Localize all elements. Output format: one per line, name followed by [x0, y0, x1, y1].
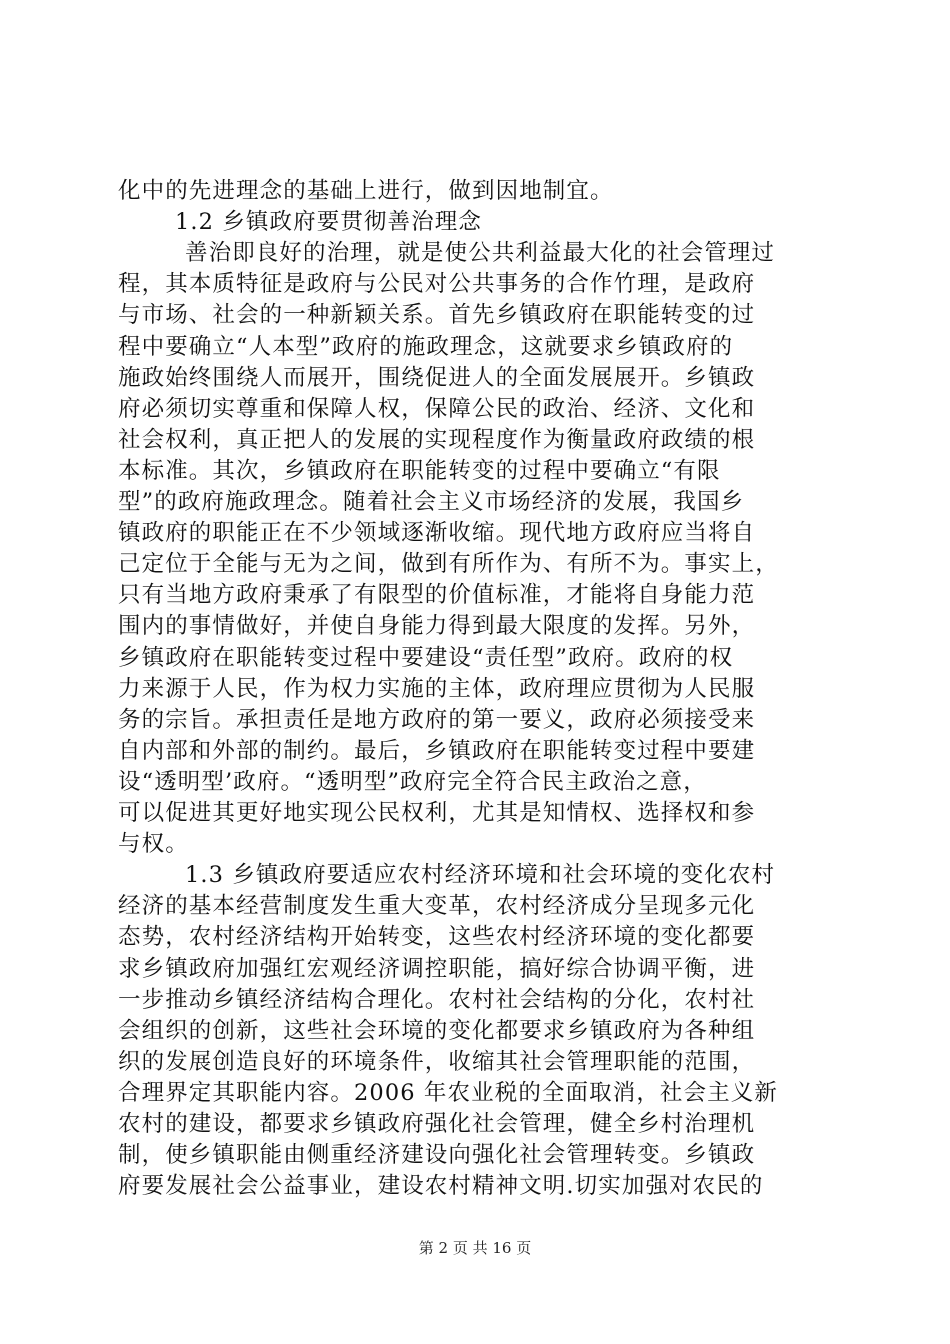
text-line: 与市场、社会的一种新颖关系。首先乡镇政府在职能转变的过 — [118, 302, 756, 329]
text-line: 自内部和外部的制约。最后，乡镇政府在职能转变过程中要建 — [118, 737, 756, 764]
text-line: 务的宗旨。承担责任是地方政府的第一要义，政府必须接受来 — [118, 706, 756, 733]
text-line: 府要发展社会公益事业，建设农村精神文明.切实加强对农民的 — [118, 1173, 764, 1200]
text-line: 求乡镇政府加强红宏观经济调控职能，搞好综合协调平衡，进 — [118, 955, 756, 982]
text-line: 围内的事情做好，并使自身能力得到最大限度的发挥。另外， — [118, 613, 756, 640]
text-line: 本标准。其次，乡镇政府在职能转变的过程中要确立“有限 — [118, 457, 721, 484]
text-line: 制，使乡镇职能由侧重经济建设向强化社会管理转变。乡镇政 — [118, 1142, 756, 1169]
text-line: 会组织的创新，这些社会环境的变化都要求乡镇政府为各种组 — [118, 1017, 756, 1044]
section-heading: 1.2 乡镇政府要贯彻善治理念 — [175, 209, 482, 236]
text-line: 与权。 — [118, 831, 189, 858]
text-line: 化中的先进理念的基础上进行，做到因地制宜。 — [118, 178, 614, 204]
text-line: 己定位于全能与无为之间，做到有所作为、有所不为。事实上， — [118, 551, 779, 578]
text-line: 可以促进其更好地实现公民权利，尤其是知情权、选择权和参 — [118, 800, 756, 826]
text-line: 织的发展创造良好的环境条件，收缩其社会管理职能的范围， — [118, 1048, 756, 1075]
text-line: 只有当地方政府秉承了有限型的价值标准，才能将自身能力范 — [118, 582, 756, 609]
text-line: 设“透明型’政府。“透明型”政府完全符合民主政治之意， — [118, 768, 707, 795]
text-line: 镇政府的职能正在不少领域逐渐收缩。现代地方政府应当将自 — [118, 520, 756, 547]
text-line: 态势，农村经济结构开始转变，这些农村经济环境的变化都要 — [118, 924, 756, 951]
section-heading: 1.3 乡镇政府要适应农村经济环境和社会环境的变化农村 — [185, 862, 776, 889]
text-line: 府必须切实尊重和保障人权，保障公民的政治、经济、文化和 — [118, 395, 756, 422]
text-line: 力来源于人民，作为权力实施的主体，政府理应贯彻为人民服 — [118, 675, 756, 702]
text-line: 乡镇政府在职能转变过程中要建设“责任型”政府。政府的权 — [118, 644, 734, 671]
page-number-footer: 第 2 页 共 16 页 — [418, 1239, 532, 1257]
text-line: 社会权利，真正把人的发展的实现程度作为衡量政府政绩的根 — [118, 426, 756, 453]
text-line: 一步推动乡镇经济结构合理化。农村社会结构的分化，农村社 — [118, 986, 756, 1013]
text-line: 程，其本质特征是政府与公民对公共事务的合作竹理，是政府 — [118, 271, 756, 298]
text-line: 善治即良好的治理，就是使公共利益最大化的社会管理过 — [185, 240, 776, 267]
text-line: 农村的建设，都要求乡镇政府强化社会管理，健全乡村治理机 — [118, 1111, 756, 1137]
text-line: 经济的基本经营制度发生重大变革，农村经济成分呈现多元化 — [118, 893, 756, 920]
text-line: 型”的政府施政理念。随着社会主义市场经济的发展，我国乡 — [118, 489, 745, 515]
text-line: 施政始终围绕人而展开，围绕促进人的全面发展展开。乡镇政 — [118, 364, 756, 391]
text-line: 合理界定其职能内容。2006 年农业税的全面取消，社会主义新 — [118, 1079, 778, 1106]
text-line: 程中要确立“人本型”政府的施政理念，这就要求乡镇政府的 — [118, 333, 734, 360]
